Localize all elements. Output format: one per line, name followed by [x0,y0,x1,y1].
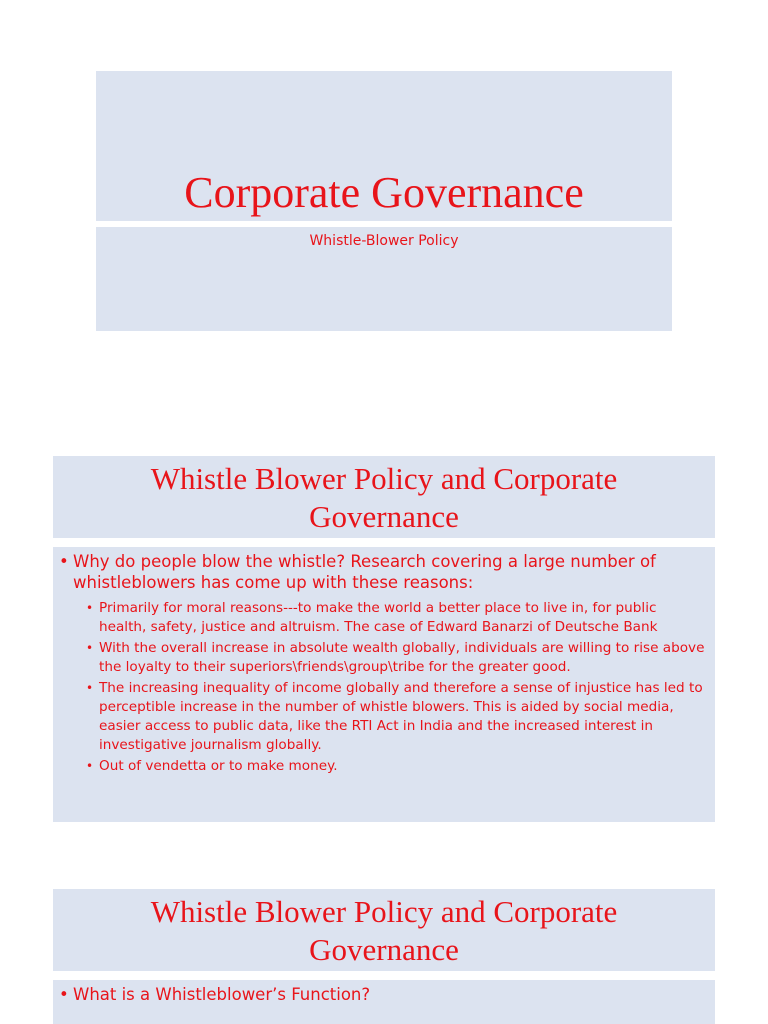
slide-3-heading-panel [53,889,715,971]
slide-1-subtitle-panel [96,227,672,331]
slide-3-heading [53,889,715,969]
sub-bullet-item: • Out of vendetta or to make money. [53,757,715,776]
sub-bullet-item: • Primarily for moral reasons---to make the world a better place to live in, for public health, safety, justice and altruism. The case of Edward Banarzi of Deutsche Bank [53,599,715,637]
slide-2-main-bullet: • Why do people blow the whistle? Research covering a large number of whistleblowers has come up with these reasons: [53,551,715,593]
slide-2-heading-line-1: Whistle Blower Policy and Corporate [150,461,618,496]
slide-2-sub-bullet-list [53,599,715,776]
slide-3-bullet-list [53,984,715,1005]
slide-2-heading-line-2: Governance [309,499,459,534]
sub-bullet-item: • With the overall increase in absolute wealth globally, individuals are willing to rise above the loyalty to their superiors\friends\group\tribe for the greater good. [53,639,715,677]
slide-1-subtitle: Whistle-Blower Policy [309,233,459,249]
slide-1-title-panel [96,71,672,221]
slide-1-title: Corporate Governance [184,168,584,217]
slide-2-heading [53,456,715,536]
sub-bullet-item: • The increasing inequality of income globally and therefore a sense of injustice has led to perceptible increase in the number of whistle blowers. This is aided by social media, easier access to public data, like the RTI Act in India and the increased interest in investigative journalism globally. [53,679,715,755]
slide-3-body-panel [53,980,715,1024]
slide-2-body-panel [53,547,715,822]
slide-3-heading-line-1: Whistle Blower Policy and Corporate [150,894,618,929]
slide-3-heading-line-2: Governance [309,932,459,967]
slide-2-bullet-list [53,551,715,593]
slide-3-main-bullet: • What is a Whistleblower’s Function? [53,984,715,1005]
slide-2-heading-panel [53,456,715,538]
